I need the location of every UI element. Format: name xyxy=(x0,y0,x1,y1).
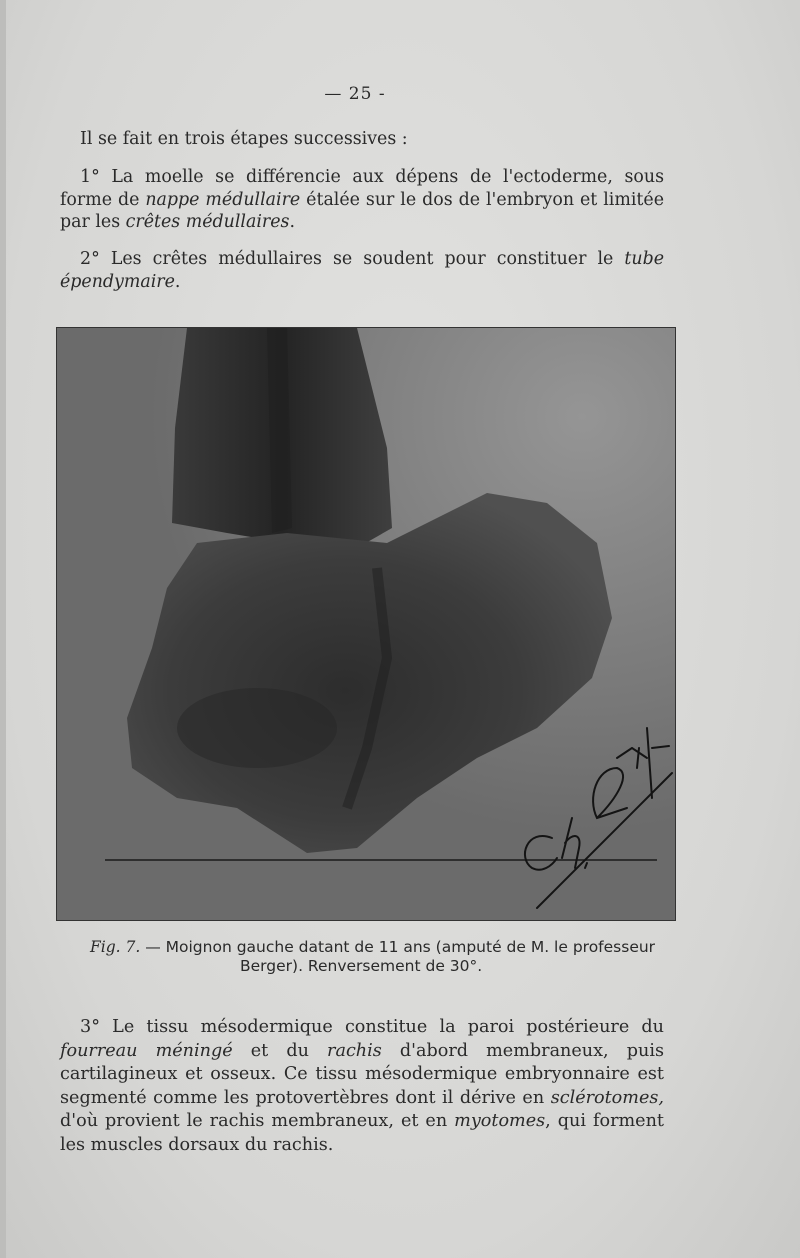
italic-term: crêtes médullaires xyxy=(125,212,290,232)
paragraph-step-3 xyxy=(60,1016,664,1157)
paragraph-step-2 xyxy=(60,248,664,293)
italic-term: fourreau méningé xyxy=(60,1040,233,1061)
figure-label: Fig. 7. xyxy=(90,938,141,956)
italic-term: myotomes xyxy=(454,1111,546,1131)
text-run: d'abord membraneux, puis cartilagineux et osseux. Ce tissu mésodermique embryonnaire est segmenté comme les protovertèbres dont il dérive en xyxy=(60,1040,665,1108)
xray-figure xyxy=(56,327,676,921)
text-run: d'où provient le rachis membraneux, et en xyxy=(60,1111,455,1131)
text-run: 1° La moelle se différencie aux dépens de l'ectoderme, sous forme de xyxy=(60,167,664,210)
paragraph-step-1 xyxy=(60,166,664,234)
text-run: . xyxy=(174,271,181,292)
page-edge xyxy=(0,0,6,1258)
caption-text: — Moignon gauche datant de 11 ans (amputé de M. le professeur xyxy=(140,938,656,956)
page-number: — 25 - xyxy=(324,84,386,104)
xray-image xyxy=(57,328,675,920)
text-run: , qui forment les muscles dorsaux du rachis. xyxy=(60,1111,664,1155)
italic-term: nappe médullaire xyxy=(145,189,301,210)
paragraph-intro: Il se fait en trois étapes successives : xyxy=(80,129,408,149)
text-run: . xyxy=(289,212,295,232)
caption-line-1 xyxy=(60,938,680,957)
italic-term: rachis xyxy=(327,1040,382,1061)
caption-line-2: Berger). Renversement de 30°. xyxy=(240,957,483,975)
italic-term: tube épendymaire xyxy=(60,249,664,292)
figure-caption xyxy=(60,938,680,976)
text-run: et du xyxy=(232,1040,328,1061)
text-run: 3° Le tissu mésodermique constitue la paroi postérieure du xyxy=(80,1017,664,1037)
text-run: étalée sur le dos de l'embryon et limitée par les xyxy=(60,189,664,232)
text-run: 2° Les crêtes médullaires se soudent pour constituer le xyxy=(80,249,625,269)
italic-term: sclérotomes, xyxy=(550,1087,664,1108)
